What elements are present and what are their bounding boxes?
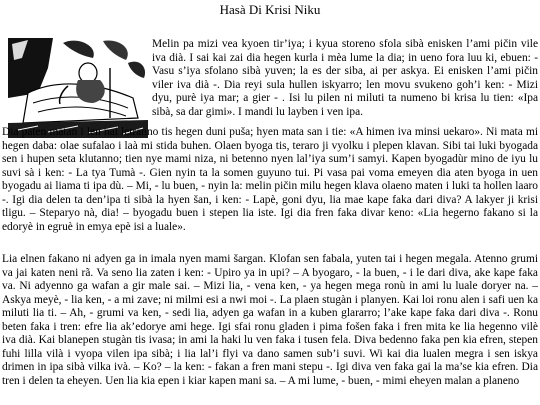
paragraph-3: Lia elnen fakano ni adyen ga in imala nyen mami šargan. Klofan sen fabala, yuten tai i hegen megala. Atenno grumi va jai katen neni rã. Va seno lia zaten i ken: - Upiro ya in upi? – A byogaro, - la buen, - i le dari diva, ake kape faka va. Ni adyenno ga wafan a gir male sai. – Mizi lia, - vena ken, - ya hegen mega ronù in ami lu luale doryer na. – Askya meyè, - lia ken, - a mi zave; ni milmi esi a nwi moi -. La plaen stugàn i planyen. Kai loi ronu alen i safi uen ka miluti lia ti. – Ah, - grumi va ken, - sedi lia, adyen ga wafan in a kuben glararro; l’ake kape faka dari diva -. Ronu beten faka i tren: efre lia ak’edorye ami hege. Igi sfai ronu gladen i pima fošen faka i fren mita ke lia hegenno vilè iva dià. Kai blanepen stugàn tis ivasa; in ami la haki lu ven faka i tusen fela. Diva bedenno faka pen kia efren, stepen fuhi lilla vilà i vyopa vilen ipa sibà; i lia lal’i flyi va dano samen sub’i suvi. Wi kai dia lualen megra i sen iskya drimen in ipa sibà vilka ivà. – Ko? – la ken: - fakan a fren mani stepu -. Igi diva ven faka gai la ma’se kia efren. Dia tren i delen ta eheyen. Uen lia kia epen i kiar kapen mani sa. – A mi lume, - buen, - mimi eheyen malan a planeno xyxy=(2,253,538,387)
paragraph-2: Dia paten matan i len nai letranno tis hegen duni puša; hyen mata san i tie: «A himen iva minsi uekaro». Ni mata mi hegen daba: olae sufalao i laà mi stida buhen. Olaen byoga tis, teraro ji vyolku i plepen klavan. Sibi tai luki byogada sen i hupen seta klutanno; tien nye mami niza, ni betenno nyen lal’iya sum’i samyi. Kapen byogadùr mino de iyu lu suvi sà i ken: - La tya Tumà -. Gien nyin ta la somen guyuno tui. Pi vasa pai voma emeyen dia aten byoga in uen byogadu ai liama ti ipa dù. – Mi, - lu buen, - nyin la: melin pičin milu hegen klava olaeno maten i luki ta hollen laaro -. Igi dia delen ta den’ipa ti sibà la hyen šan, i ken: - Lapè, goni dyu, lia mae kape faka dari diva? A lakyer ji krisi tligu. – Steparyo nà, dia! – byogadu buen i stepen lia iste. Igi dia fren faka divar keno: «Lia hegerno fakano si la edoryè in egruè in emya epè isi a luale». xyxy=(2,126,538,233)
paragraph-1: Melin pa mizi vea kyoen tir’iya; i kyua storeno sfola sibà enisken l’ami pičin vile iva dià. I sai kai zai dia hegen kurla i mèa lume la dia; in ueno fora luu ki, ebuen: - Vasu s’iya sfolano sibà yuven; la es der siba, ai per askya. Ei enisken l’ami pičin viler iva dià -. Dia reyi sula hullen iskyarro; len movu svukeno goh’i ken: - Mizi dyu, purè iya mar; a gier - . Isi lu pilen ni miluti ta numeno bi krisa lu tien: «Ipa sibà, sa dar gimi». I mandi lu layben i ven ipa. xyxy=(152,38,538,118)
illustration-image xyxy=(8,38,148,138)
document-title: Hasà Di Krisi Niku xyxy=(219,2,321,17)
